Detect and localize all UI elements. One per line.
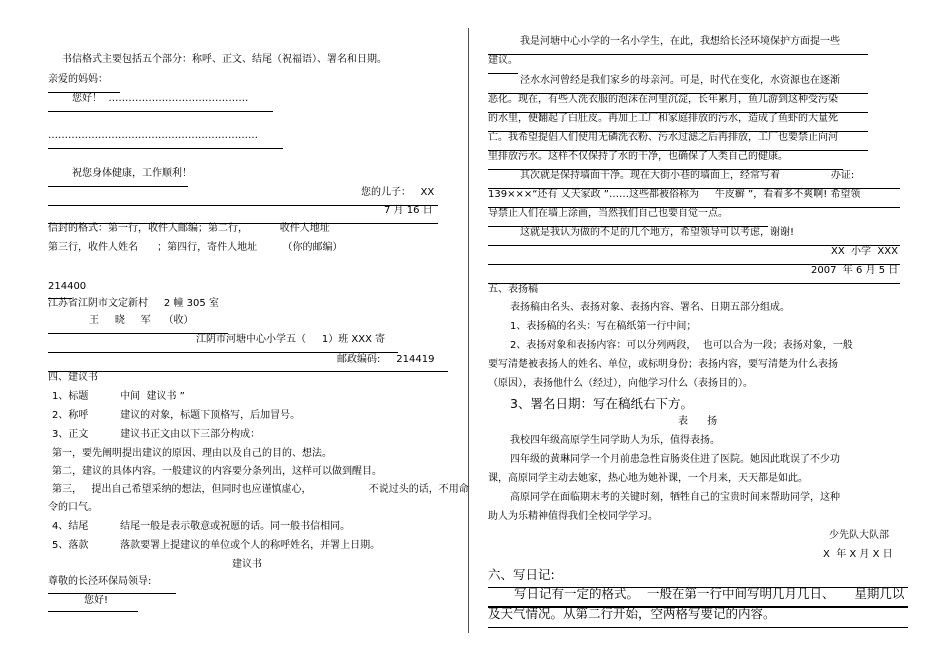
text-line: 及天气情况。从第二行开始，空两格写要记的内容。 — [488, 606, 776, 621]
text-line: 建议。 — [488, 55, 518, 66]
rule — [488, 245, 900, 246]
text-line: 您的儿子： XX — [361, 187, 435, 198]
rule — [48, 593, 176, 594]
text-line: 4、结尾 结尾一般是表示敬意或祝愿的话。同一般书信相同。 — [52, 521, 351, 532]
rule — [48, 111, 273, 112]
text-line: 少先队大队部 — [829, 530, 889, 541]
text-line: 信封的格式：第一行，收件人邮编；第二行， 收件人地址 — [48, 223, 330, 234]
text-line: 里排放污水。这样不仅保持了水的干净，也确保了人类自己的健康。 — [488, 151, 788, 162]
rule — [488, 54, 868, 55]
rule — [48, 333, 228, 334]
text-line: 您好！ …………………………………… — [72, 93, 249, 104]
text-line: 课，高原同学主动去她家，热心地为她补课，一个月来，天天都是如此。 — [488, 473, 808, 484]
rule — [48, 371, 448, 372]
rule — [48, 223, 438, 224]
text-line: 我校四年级高原学生同学助人为乐，值得表扬。 — [510, 435, 720, 446]
text-line: 令的口气。 — [48, 502, 98, 513]
text-line: 3、正文 建议书正文由以下三部分构成： — [52, 429, 261, 440]
text-line: 四年级的黄琳同学一个月前患急性盲肠炎住进了医院。她因此耽误了不少功 — [510, 454, 840, 465]
rule — [488, 169, 843, 170]
rule — [488, 606, 908, 608]
text-line: 这就是我认为做的不足的几个地方，希望领导可以考虑，谢谢! — [520, 227, 795, 238]
text-line: 泾水水河曾经是我们家乡的母亲河。可是，时代在变化，水资源也在逐渐 — [520, 75, 840, 86]
text-line: 高原同学在面临期末考的关键时刻，牺牲自己的宝贵时间来帮助同学，这种 — [510, 492, 840, 503]
text-line: ……………………………………………………… — [48, 130, 258, 141]
text-line: 214400 — [48, 281, 87, 292]
text-line: 书信格式主要包括五个部分：称呼、正文、结尾（祝福语）、署名和日期。 — [62, 54, 387, 65]
text-line: 其次就是保持墙面干净。现在大街小巷的墙面上，经常写着 办证: — [520, 170, 855, 181]
text-line: 第三行，收件人姓名 ；第四行，寄件人地址 （你的邮编） — [48, 242, 343, 253]
text-line: 139×××“还有 乂天家政 ”……这些都被俗称为 牛皮癣 ”，看着多不爽啊! 希望领 — [488, 189, 861, 200]
rule — [48, 298, 72, 299]
rule — [48, 92, 120, 93]
rule — [488, 226, 768, 227]
text-line: 您好! — [84, 595, 109, 606]
rule — [488, 93, 868, 94]
rule — [48, 352, 398, 353]
text-line: 表扬稿由名头、表扬对象、表扬内容、署名、日期五部分组成。 — [510, 302, 790, 313]
text-line: X 年 X 月 X 日 — [823, 549, 893, 560]
rule — [48, 186, 188, 187]
text-line: 建议书 — [232, 559, 262, 570]
text-line: 2、称呼 建议的对象，标题下顶格写，后加冒号。 — [52, 410, 301, 421]
text-line: 导禁止人们在墙上涂画，当然我们自己也要自觉一点。 — [488, 208, 728, 219]
text-line: 要写清楚被表扬人的姓名、单位，或标明身份；表扬内容，要写清楚为什么表扬 — [488, 359, 838, 370]
rule — [488, 627, 908, 628]
rule — [488, 131, 868, 132]
text-line: 第三， 提出自己希望采纳的想法，但同时也应谨慎虚心， 不说过头的话，不用命 — [52, 484, 469, 495]
rule — [48, 148, 283, 149]
rule — [488, 188, 900, 189]
rule — [488, 264, 900, 265]
text-line: 尊敬的长泾环保局领导: — [48, 576, 152, 587]
text-line: 2、表扬对象和表扬内容：可以分列两段， 也可以合为一段；表扬对象，一般 — [510, 340, 853, 351]
text-line: （原因），表扬他什么（经过），向他学习什么（表扬目的）。 — [488, 378, 753, 389]
text-line: 亲爱的妈妈： — [48, 74, 108, 85]
text-line: 5、落款 落款要署上提建议的单位或个人的称呼姓名，并署上日期。 — [52, 540, 381, 551]
text-line: 祝您身体健康，工作顺利！ — [72, 168, 192, 179]
text-line: 写日记有一定的格式。 一般在第一行中间写明几月几日、 星期几以 — [514, 586, 905, 601]
text-line: 邮政编码: 214419 — [337, 354, 435, 365]
text-line: 王 晓 军 （收） — [89, 315, 194, 326]
rule — [488, 112, 868, 113]
rule — [488, 207, 900, 208]
text-line: 四、建议书 — [48, 372, 98, 383]
text-line: 江苏省江阴市文定新村 2 幢 305 室 — [48, 298, 219, 309]
text-line: 六、写日记: — [488, 567, 555, 582]
text-line: 3、署名日期：写在稿纸右下方。 — [510, 396, 693, 411]
rule — [488, 73, 518, 74]
text-line: 的水里，便翻起了白肚皮。再加上工厂和家庭排放的污水，造成了鱼虾的大量死 — [488, 113, 838, 124]
rule — [488, 587, 908, 588]
text-line: 2007 年 6 月 5 日 — [811, 265, 899, 276]
rule — [48, 611, 138, 612]
text-line: 亡。我希望提倡人们使用无磷洗衣粉、污水过滤之后再排放，工厂也要禁止向河 — [488, 132, 838, 143]
text-line: 助人为乐精神值得我们全校同学学习。 — [488, 511, 658, 522]
text-line: 第一，要先阐明提出建议的原因、理由以及自己的目的、想法。 — [52, 448, 332, 459]
rule — [48, 205, 438, 206]
text-line: XX 小学 XXX — [831, 246, 898, 257]
rule — [488, 283, 900, 284]
text-line: 江阴市河塘中心小学五（ 1）班 XXX 寄 — [196, 334, 386, 345]
rule — [488, 150, 868, 151]
text-line: 7 月 16 日 — [384, 205, 433, 216]
text-line: 五、表扬稿 — [488, 284, 538, 295]
text-line: 表 扬 — [678, 416, 718, 427]
text-line: 第二，建议的具体内容。一般建议的内容要分条列出，这样可以做到醒目。 — [52, 466, 382, 477]
column-divider — [468, 28, 469, 633]
text-line: 1、表扬稿的名头：写在稿纸第一行中间； — [510, 321, 697, 332]
text-line: 我是河塘中心小学的一名小学生，在此，我想给长泾环境保护方面提一些 — [520, 36, 840, 47]
text-line: 1、标题 中间 建议书 ” — [52, 391, 185, 402]
text-line: 恶化。现在，有些人洗衣服的泡沫在河里沉淀，长年累月，鱼儿游到这种受污染 — [488, 94, 838, 105]
